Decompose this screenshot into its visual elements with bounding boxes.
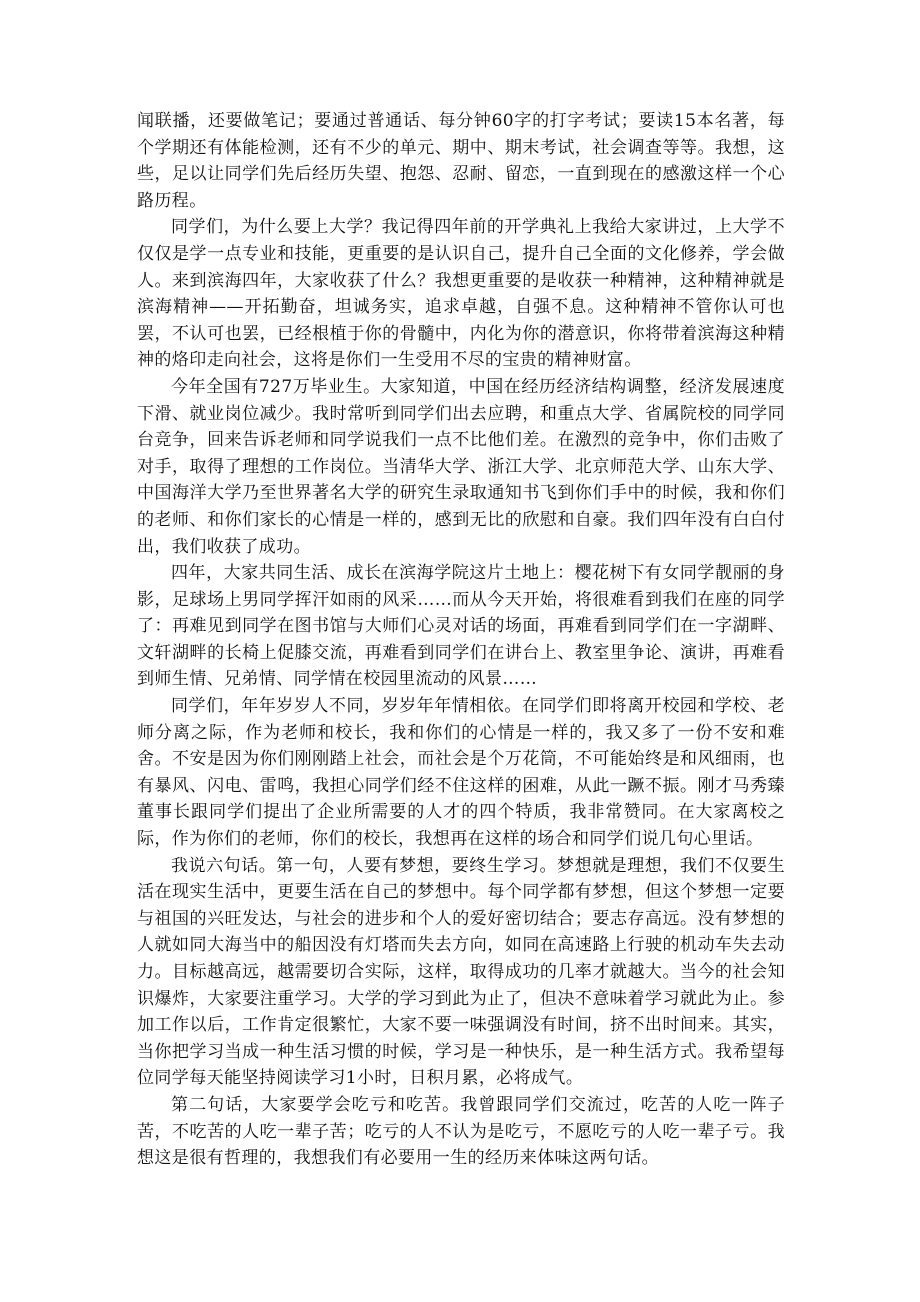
document-page xyxy=(137,108,785,1172)
paragraph-2: 同学们，为什么要上大学？我记得四年前的开学典礼上我给大家讲过，上大学不仅仅是学一点专业和技能，更重要的是认识自己，提升自己全面的文化修养，学会做人。来到滨海四年，大家收获了什么？我想更重要的是收获一种精神，这种精神就是滨海精神——开拓勤奋，坦诚务实，追求卓越，自强不息。这种精神不管你认可也罢，不认可也罢，已经根植于你的骨髓中，内化为你的潜意识，你将带着滨海这种精神的烙印走向社会，这将是你们一生受用不尽的宝贵的精神财富。 xyxy=(137,217,785,371)
paragraph-5: 同学们，年年岁岁人不同，岁岁年年情相依。在同学们即将离开校园和学校、老师分离之际，作为老师和校长，我和你们的心情是一样的，我又多了一份不安和难舍。不安是因为你们刚刚踏上社会，而社会是个万花筒，不可能始终是和风细雨，也有暴风、闪电、雷鸣，我担心同学们经不住这样的困难，从此一蹶不振。刚才马秀臻董事长跟同学们提出了企业所需要的人才的四个特质，我非常赞同。在大家离校之际，作为你们的老师，你们的校长，我想再在这样的场合和同学们说几句心里话。 xyxy=(137,696,785,850)
paragraph-3: 今年全国有727万毕业生。大家知道，中国在经历经济结构调整，经济发展速度下滑、就业岗位减少。我时常听到同学们出去应聘，和重点大学、省属院校的同学同台竞争，回来告诉老师和同学说我们一点不比他们差。在激烈的竞争中，你们击败了对手，取得了理想的工作岗位。当清华大学、浙江大学、北京师范大学、山东大学、中国海洋大学乃至世界著名大学的研究生录取通知书飞到你们手中的时候，我和你们的老师、和你们家长的心情是一样的，感到无比的欣慰和自豪。我们四年没有白白付出，我们收获了成功。 xyxy=(137,376,785,557)
paragraph-6: 我说六句话。第一句，人要有梦想，要终生学习。梦想就是理想，我们不仅要生活在现实生活中，更要生活在自己的梦想中。每个同学都有梦想，但这个梦想一定要与祖国的兴旺发达，与社会的进步和个人的爱好密切结合；要志存高远。没有梦想的人就如同大海当中的船因没有灯塔而失去方向，如同在高速路上行驶的机动车失去动力。目标越高远，越需要切合实际，这样，取得成功的几率才就越大。当今的社会知识爆炸，大家要注重学习。大学的学习到此为止了，但决不意味着学习就此为止。参加工作以后，工作肯定很繁忙，大家不要一味强调没有时间，挤不出时间来。其实，当你把学习当成一种生活习惯的时候，学习是一种快乐，是一种生活方式。我希望每位同学每天能坚持阅读学习1小时，日积月累，必将成气。 xyxy=(137,855,785,1089)
paragraph-4: 四年，大家共同生活、成长在滨海学院这片土地上：樱花树下有女同学靓丽的身影，足球场上男同学挥汗如雨的风采……而从今天开始，将很难看到我们在座的同学了：再难见到同学在图书馆与大师们心灵对话的场面，再难看到同学们在一字湖畔、文轩湖畔的长椅上促膝交流，再难看到同学们在讲台上、教室里争论、演讲，再难看到师生情、兄弟情、同学情在校园里流动的风景…… xyxy=(137,563,785,690)
paragraph-1: 闻联播，还要做笔记；要通过普通话、每分钟60字的打字考试；要读15本名著，每个学期还有体能检测，还有不少的单元、期中、期末考试，社会调查等等。我想，这些，足以让同学们先后经历失望、抱怨、忍耐、留恋，一直到现在的感激这样一个心路历程。 xyxy=(137,111,785,211)
paragraph-7: 第二句话，大家要学会吃亏和吃苦。我曾跟同学们交流过，吃苦的人吃一阵子苦，不吃苦的人吃一辈子苦；吃亏的人不认为是吃亏，不愿吃亏的人吃一辈子亏。我想这是很有哲理的，我想我们有必要用一生的经历来体味这两句话。 xyxy=(137,1094,785,1169)
